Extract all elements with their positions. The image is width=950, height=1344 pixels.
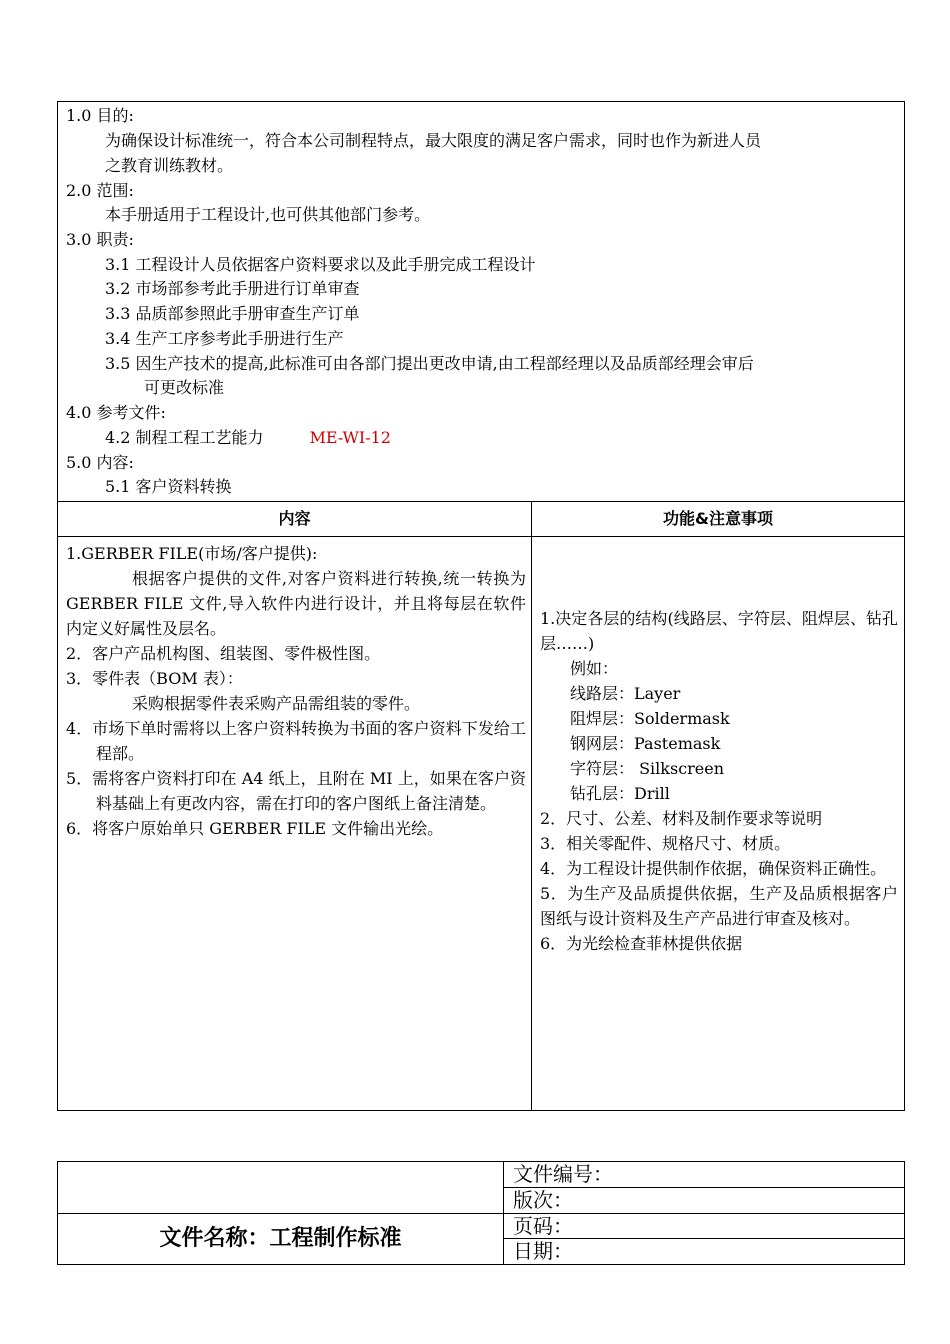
notes-column [540,606,898,956]
note-item-2: 2．尺寸、公差、材料及制作要求等说明 [540,809,823,828]
note-item-4: 4．为工程设计提供制作依据，确保资料正确性。 [540,859,887,878]
duty-3-5-cont: 可更改标准 [144,378,225,397]
note-example: 例如： [570,659,619,678]
content-item-4: 4．市场下单时需将以上客户资料转换为书面的客户资料下发给工程部。 [66,719,526,763]
content-item-1-desc: 根据客户提供的文件,对客户资料进行转换,统一转换为 GERBER FILE 文件,导入软件内进行设计，并且将每层在软件内定义好属性及层名。 [66,569,526,638]
footer-doc-number: 文件编号： [513,1162,613,1186]
note-layer: 线路层：Layer [570,684,681,703]
content-item-1: 1.GERBER FILE(市场/客户提供): [66,544,318,563]
table-header [58,501,904,537]
scope-text: 本手册适用于工程设计,也可供其他部门参考。 [105,205,431,224]
heading-content: 5.0 内容: [66,453,134,472]
note-item-6: 6．为光绘检查菲林提供依据 [540,934,743,953]
purpose-text-2: 之教育训练教材。 [105,156,234,175]
document-footer [57,1161,905,1265]
content-item-6: 6．将客户原始单只 GERBER FILE 文件输出光绘。 [66,819,444,838]
note-silkscreen: 字符层： Silkscreen [570,759,725,778]
duty-3-4: 3.4 生产工序参考此手册进行生产 [105,329,344,348]
content-column [66,541,526,841]
note-drill: 钻孔层：Drill [570,784,670,803]
column-divider [531,501,532,1110]
footer-page: 页码： [513,1214,573,1238]
heading-references: 4.0 参考文件: [66,403,166,422]
duty-3-5: 3.5 因生产技术的提高,此标准可由各部门提出更改申请,由工程部经理以及品质部经理会审后 [105,354,754,373]
content-item-3-desc: 采购根据零件表采购产品需组装的零件。 [132,694,421,713]
content-item-5: 5．需将客户资料打印在 A4 纸上，且附在 MI 上，如果在客户资料基础上有更改内容，需在打印的客户图纸上备注清楚。 [66,769,526,813]
content-item-2: 2．客户产品机构图、组装图、零件极性图。 [66,644,381,663]
note-soldermask: 阻焊层：Soldermask [570,709,730,728]
header-notes: 功能&注意事项 [663,509,773,528]
heading-scope: 2.0 范围: [66,181,134,200]
note-item-5: 5．为生产及品质提供依据，生产及品质根据客户图纸与设计资料及生产产品进行审查及核对。 [540,884,898,928]
heading-duties: 3.0 职责: [66,230,134,249]
intro-section [58,102,904,501]
duty-3-3: 3.3 品质部参照此手册审查生产订单 [105,304,360,323]
footer-version: 版次： [513,1188,573,1212]
footer-document-title: 文件名称：工程制作标准 [159,1226,402,1251]
purpose-text-1: 为确保设计标准统一，符合本公司制程特点，最大限度的满足客户需求，同时也作为新进人员 [105,131,762,150]
heading-purpose: 1.0 目的: [66,106,134,125]
content-5-1: 5.1 客户资料转换 [105,477,232,496]
note-pastemask: 钢网层：Pastemask [570,734,721,753]
duty-3-2: 3.2 市场部参考此手册进行订单审查 [105,279,360,298]
reference-title: 4.2 制程工程工艺能力 [105,428,264,447]
content-item-3: 3．零件表（BOM 表）： [66,669,243,688]
reference-4-2 [105,426,391,450]
main-frame [57,101,905,1111]
note-item-3: 3．相关零配件、规格尺寸、材质。 [540,834,791,853]
note-item-1: 1.决定各层的结构(线路层、字符层、阻焊层、钻孔层……) [540,609,898,653]
header-content: 内容 [278,509,311,528]
reference-code: ME-WI-12 [309,428,391,447]
duty-3-1: 3.1 工程设计人员依据客户资料要求以及此手册完成工程设计 [105,255,536,274]
footer-date: 日期： [513,1239,573,1263]
